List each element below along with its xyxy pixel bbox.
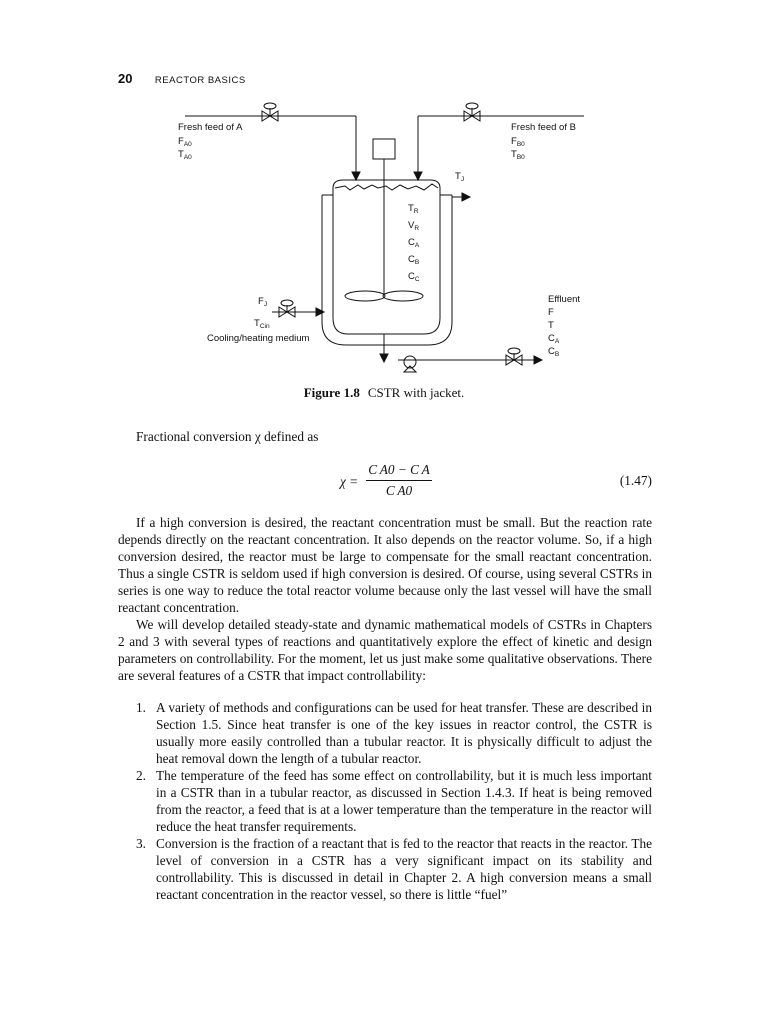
svg-text:CA	[408, 237, 420, 249]
equation-lhs: χ =	[340, 474, 359, 489]
vr-label: V	[408, 220, 415, 231]
paragraph-models: We will develop detailed steady-state and dynamic mathematical models of CSTRs in Chapters 2 and 3 with several types of reactions and quantitatively explore the effect of kinetic and design parameters on controllability. For the moment, let us just make some qualitative observations. There are several features of a CSTR that impact controllability:	[118, 617, 652, 683]
list-item	[136, 835, 652, 903]
effluent-ca-label: C	[548, 333, 555, 344]
svg-text:FA0	[178, 136, 192, 148]
list-item-number: 3.	[136, 836, 146, 851]
effluent-cb-sub: B	[554, 351, 560, 358]
equation-numerator: C A0 − C A	[366, 462, 432, 481]
effluent-ca-sub: A	[554, 338, 560, 345]
svg-text:CC	[408, 271, 420, 283]
svg-text:TA0	[178, 149, 192, 161]
paragraph-high-conversion: If a high conversion is desired, the reactant concentration must be small. But the reaction rate depends directly on the reactant concentration. It also depends on the reactor volume. So, if a high conversion desired, the reactor must be large to compensate for the small reactant concentration. Thus a single CSTR is seldom used if high conversion is desired. Of course, using several CSTRs in series is one way to reduce the total reactor volume because only the last vessel will have the small reactant concentration.	[118, 515, 652, 615]
tj-sub: J	[460, 176, 465, 183]
figure-caption	[0, 385, 768, 401]
cc-sub: C	[414, 276, 420, 283]
caption-label: Figure 1.8	[303, 385, 360, 400]
effluent-t-label: T	[548, 320, 554, 331]
fa0-label: F	[178, 136, 184, 147]
list-item-text: A variety of methods and configurations can be used for heat transfer. These are described in Section 1.5. Since heat transfer is one of the key issues in reactor control, the CSTR is usually more easily controlled than a tubular reactor. It is physically difficult to adjust the heat removal down the length of a tubular reactor.	[156, 700, 652, 766]
svg-text:VR	[408, 220, 419, 232]
fj-label: F	[258, 296, 264, 307]
list-item-text: The temperature of the feed has some effect on controllability, but it is much less important in a CSTR than in a tubular reactor, as discussed in Section 1.4.3. If heat is being removed from the reactor, a feed that is at a lower temperature than the temperature in the reactor will reduce the heat transfer requirements.	[156, 768, 652, 834]
tcin-label: T	[254, 318, 260, 329]
cooling-medium-label: Cooling/heating medium	[207, 333, 310, 344]
fa0-sub: A0	[183, 141, 192, 148]
features-list	[136, 699, 652, 903]
fb0-sub: B0	[516, 141, 525, 148]
list-item-number: 2.	[136, 768, 146, 783]
svg-text:CB	[408, 254, 419, 266]
fresh-feed-a-label: Fresh feed of A	[178, 122, 243, 133]
cc-label: C	[408, 271, 415, 282]
svg-text:FJ	[258, 296, 267, 308]
ta0-label: T	[178, 149, 184, 160]
effluent-label: Effluent	[548, 294, 581, 305]
equation-fraction	[366, 462, 432, 499]
tr-sub: R	[413, 208, 419, 215]
tr-label: T	[408, 203, 414, 214]
svg-text:TR	[408, 203, 419, 215]
cb-sub: B	[414, 259, 420, 266]
cb-label: C	[408, 254, 415, 265]
fj-sub: J	[263, 301, 268, 308]
svg-text:TB0	[511, 149, 525, 161]
equation-denominator: C A0	[385, 483, 413, 498]
ca-label: C	[408, 237, 415, 248]
vr-sub: R	[414, 225, 420, 232]
tj-label: T	[455, 171, 461, 182]
list-item-text: Conversion is the fraction of a reactant that is fed to the reactor that reacts in the reactor. The level of conversion in a CSTR has a very significant impact on its stability and controllability. This is discussed in detail in Chapter 2. A high conversion means a small reactant concentration in the reactor vessel, so there is little “fuel”	[156, 836, 652, 902]
caption-text: CSTR with jacket.	[367, 385, 465, 400]
tcin-sub: Cin	[259, 323, 270, 330]
equation-number: (1.47)	[619, 473, 652, 488]
list-item	[136, 767, 652, 835]
tb0-sub: B0	[516, 154, 525, 161]
page-number: 20	[118, 71, 133, 86]
svg-text:CA	[548, 333, 560, 345]
cstr-jacket-figure	[0, 95, 768, 380]
effluent-cb-label: C	[548, 346, 555, 357]
svg-text:CB	[548, 346, 559, 358]
running-head: REACTOR BASICS	[154, 75, 246, 86]
ca-sub: A	[414, 242, 420, 249]
page-header	[118, 70, 246, 88]
effluent-f-label: F	[548, 307, 554, 318]
svg-text:FB0	[511, 136, 525, 148]
fresh-feed-b-label: Fresh feed of B	[511, 122, 576, 133]
list-item	[136, 699, 652, 767]
fb0-label: F	[511, 136, 517, 147]
ta0-sub: A0	[183, 154, 192, 161]
paragraph-conversion-intro: Fractional conversion χ defined as	[136, 429, 319, 444]
body-paragraphs	[118, 514, 652, 684]
svg-text:TJ	[455, 171, 464, 183]
tb0-label: T	[511, 149, 517, 160]
svg-text:TCin	[254, 318, 270, 330]
equation-1-47	[118, 462, 652, 502]
list-item-number: 1.	[136, 700, 146, 715]
